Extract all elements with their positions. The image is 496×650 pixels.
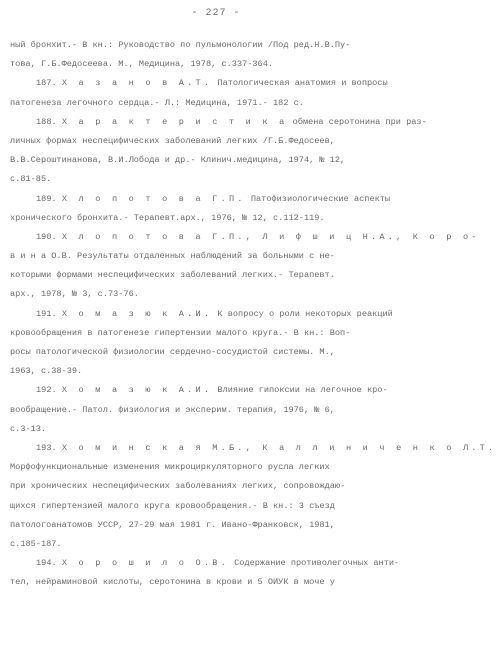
entry-line: Содержание противолегочных анти- — [234, 558, 400, 569]
entry-line: с.185-187. — [10, 538, 62, 549]
entry-number: 194. — [36, 558, 57, 569]
bibliography-list — [10, 36, 496, 592]
entry-line: Влияние гипоксии на легочное кро- — [217, 385, 388, 396]
entry-first-line — [10, 554, 422, 573]
entry-author: Х о м а з ю к А.И. — [61, 385, 213, 396]
entry-number: 190. — [36, 231, 57, 242]
entry-first-line — [10, 113, 427, 132]
entry-line: хронического бронхита.- Терапевт.арх., 1976, № 12, с.112-119. — [10, 212, 325, 223]
entry-line: щихся гипертензией малого круга кровообращения.- В кн.: 3 съезд — [10, 500, 335, 511]
list-item — [10, 305, 422, 382]
entry-number: 191. — [36, 308, 57, 319]
entry-line: в и н а О.В. Результаты отдаленных наблюдений за больными с не- — [10, 251, 335, 262]
entry-line: арх., 1978, № 3, с.73-76. — [10, 289, 139, 300]
entry-line: 1963, с.38-39. — [10, 366, 83, 377]
list-item — [10, 381, 422, 439]
list-item — [10, 113, 427, 190]
entry-line: патологоанатомов УССР, 27-29 мая 1981 г. Ивано-Франковск, 1981, — [10, 519, 335, 530]
entry-author: Х а з а н о в А.Т. — [61, 78, 213, 89]
page-number: - 227 - — [191, 8, 241, 19]
entry-first-line — [10, 228, 480, 247]
entry-line: Патофизиологические аспекты — [250, 193, 391, 204]
list-item — [10, 554, 422, 592]
entry-number: 189. — [36, 193, 57, 204]
entry-first-line — [10, 190, 422, 209]
entry-line: обмена серотонина при раз- — [292, 116, 427, 127]
list-item — [10, 36, 422, 74]
entry-number: 187. — [36, 78, 57, 89]
entry-author: Х л о п о т о в а Г.П. — [61, 193, 246, 204]
entry-number: 192. — [36, 385, 57, 396]
entry-line: с.3-13. — [10, 423, 47, 434]
entry-line: К вопросу о роли некоторых реакций — [217, 308, 393, 319]
entry-first-line — [10, 305, 422, 324]
entry-line: личных формах неспецифических заболеваний легких /Г.Б.Федосеев, — [10, 135, 335, 146]
entry-line: В.В.Сероштинанова, В.И.Лобода и др.- Клинич.медицина, 1974, № 12, — [10, 155, 346, 166]
entry-line: Морфофункциональные изменения микроциркуляторного русла легких — [10, 462, 330, 473]
entry-line: кровообращения в патогенезе гипертензии малого круга.- В кн.: Воп- — [10, 327, 351, 338]
entry-author: Х а р а к т е р и с т и к а — [61, 116, 288, 127]
entry-line: тел, нейраминовой кислоты, серотонина в крови и 5 ОИУК в моче у — [10, 577, 335, 588]
entry-number: 193. — [36, 442, 57, 453]
entry-first-line — [10, 439, 496, 458]
entry-author: Х л о п о т о в а Г.П., Л и ф ш и ц Н.А., К о р о- — [61, 231, 480, 242]
entry-number: 188. — [36, 116, 57, 127]
entry-line: ный бронхит.- В кн.: Руководство по пульмонологии /Под ред.Н.В.Пу- — [10, 40, 351, 50]
entry-line: которыми формами неспецифических заболеваний легких.- Терапевт. — [10, 270, 335, 281]
entry-author: Х о м и н с к а я М.Б., К а л л и н и ч е н к о Л.Т. — [61, 442, 496, 453]
list-item — [10, 74, 422, 112]
entry-line: патогенеза легочного сердца.- Л.: Медицина, 1971.- 182 с. — [10, 97, 304, 108]
list-item — [10, 439, 496, 554]
entry-author: Х о м а з ю к А.И. — [61, 308, 213, 319]
entry-line: при хронических неспецифических заболеваниях легких, сопровождаю- — [10, 481, 346, 492]
list-item — [10, 228, 480, 305]
entry-line: Патологическая анатомия и вопросы — [217, 78, 388, 89]
entry-line: това, Г.Б.Федосеева. М., Медицина, 1978, с.337-364. — [10, 59, 274, 70]
entry-first-line — [10, 381, 422, 400]
entry-author: Х о р о ш и л о О.В. — [61, 558, 229, 569]
entry-line: росы патологической физиологии сердечно-сосудистой системы. М., — [10, 347, 335, 357]
entry-line: вообращение.- Патол. физиология и эксперим. терапия, 1976, № 6, — [10, 404, 335, 415]
list-item — [10, 190, 422, 228]
entry-first-line — [10, 74, 422, 93]
entry-line: с.81-85. — [10, 174, 52, 185]
